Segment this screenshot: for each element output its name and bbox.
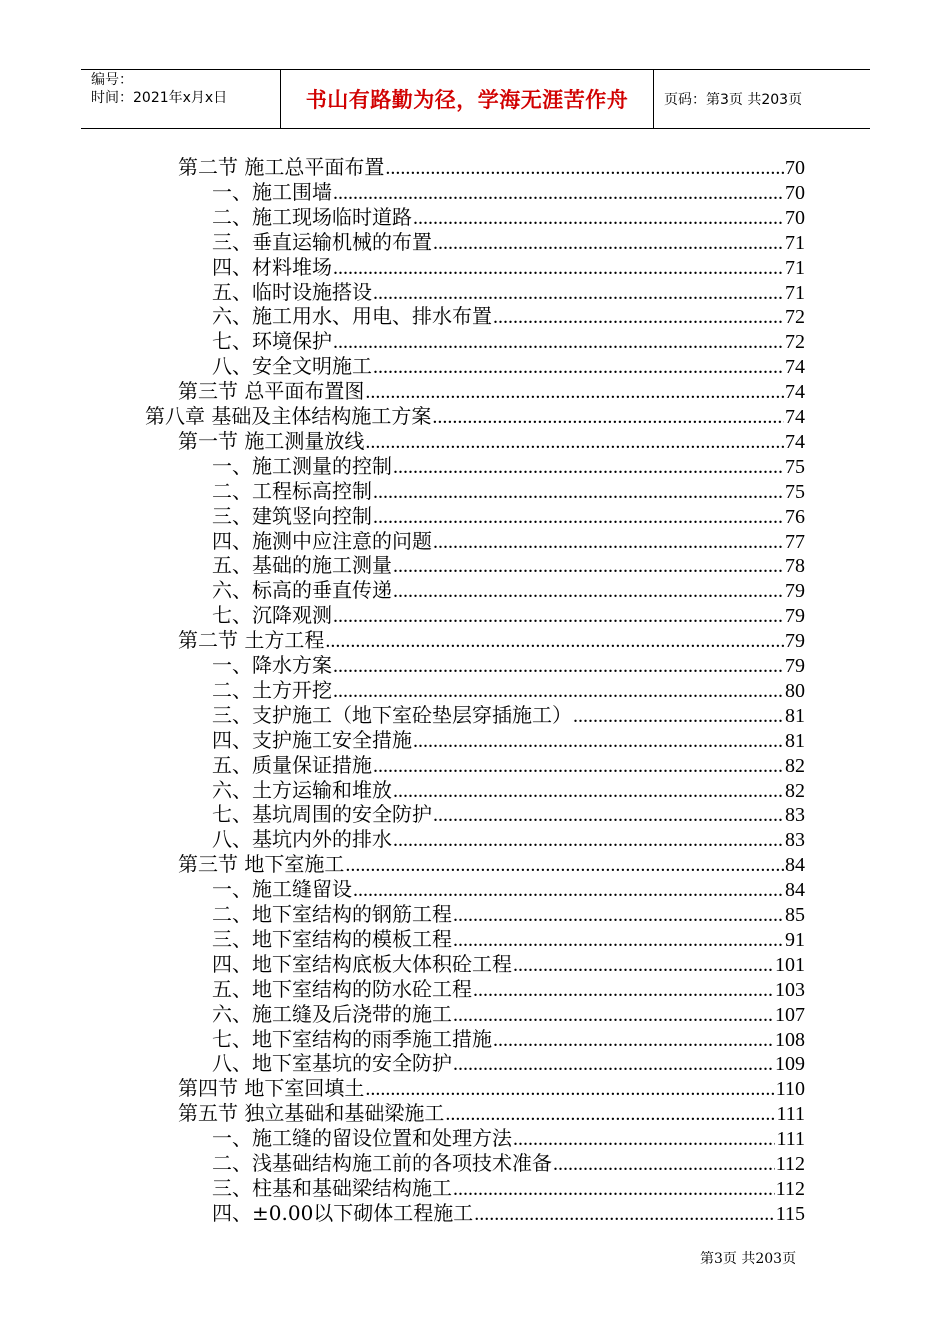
toc-dot-leader [445,1102,775,1127]
toc-entry-page: 74 [785,406,805,428]
toc-entry-title: 七、环境保护 [212,329,332,354]
header-page-cell [654,70,870,128]
toc-entry-title: 一、施工缝的留设位置和处理方法 [212,1126,512,1151]
page-footer: 第3页 共203页 [700,1251,797,1267]
toc-entry-page: 79 [785,605,805,628]
toc-entry-title: 三、支护施工（地下室砼垫层穿插施工） [212,702,572,727]
toc-entry[interactable] [212,653,805,678]
toc-entry[interactable] [212,180,805,205]
toc-dot-leader [433,530,784,555]
toc-dot-leader [333,679,784,704]
toc-dot-leader [333,330,784,355]
toc-dot-leader [373,480,784,505]
toc-entry-title: 一、降水方案 [212,653,332,677]
toc-entry[interactable] [178,1076,805,1101]
toc-entry-page: 79 [785,630,805,653]
toc-dot-leader [325,629,784,654]
toc-dot-leader [393,579,784,604]
toc-entry-page: 84 [785,854,805,877]
toc-entry-title: 七、地下室结构的雨季施工措施 [212,1026,492,1051]
toc-entry-page: 81 [785,704,805,727]
toc-entry[interactable] [212,753,805,778]
toc-entry-title: 四、±0.00以下砌体工程施工 [212,1200,474,1225]
toc-dot-leader [365,1077,774,1102]
toc-entry-title: 六、标高的垂直传递 [212,578,392,603]
toc-entry-page: 71 [785,256,805,279]
toc-dot-leader [333,654,784,679]
toc-entry[interactable] [212,479,805,504]
toc-entry[interactable] [212,603,805,628]
toc-entry-page: 112 [775,1153,805,1175]
toc-entry-page: 82 [785,779,805,802]
toc-entry-page: 79 [785,655,805,677]
toc-dot-leader [493,305,784,330]
toc-entry[interactable] [212,728,805,753]
toc-entry[interactable] [212,578,805,603]
header-motto-cell [281,70,654,128]
toc-entry[interactable] [212,255,805,280]
toc-entry[interactable] [178,852,805,877]
toc-entry-page: 112 [775,1177,805,1200]
toc-entry[interactable] [145,404,805,429]
toc-entry[interactable] [178,1101,805,1126]
toc-entry-page: 77 [785,530,805,553]
toc-entry[interactable] [212,802,805,827]
toc-entry[interactable] [212,952,805,977]
toc-dot-leader [373,281,784,306]
toc-entry-page: 70 [785,181,805,204]
toc-entry[interactable] [212,1027,805,1052]
toc-dot-leader [432,405,784,430]
toc-dot-leader [373,754,784,779]
toc-entry-title: 六、施工用水、用电、排水布置 [212,304,492,329]
toc-entry-title: 五、基础的施工测量 [212,553,392,578]
toc-entry-title: 第二节 施工总平面布置 [178,155,385,179]
toc-dot-leader [365,380,784,405]
toc-entry-page: 101 [775,953,805,976]
toc-dot-leader [333,181,784,206]
toc-entry[interactable] [212,354,805,379]
toc-dot-leader [433,231,784,256]
toc-entry[interactable] [212,553,805,578]
toc-entry[interactable] [212,529,805,554]
toc-entry[interactable] [212,280,805,305]
toc-entry[interactable] [178,628,805,653]
toc-dot-leader [373,505,784,530]
toc-dot-leader [453,1003,774,1028]
toc-entry[interactable] [212,1151,805,1176]
toc-entry[interactable] [212,678,805,703]
page-header [81,69,870,129]
toc-entry-title: 六、土方运输和堆放 [212,777,392,802]
toc-entry-title: 四、地下室结构底板大体积砼工程 [212,951,512,976]
toc-entry-page: 79 [785,580,805,603]
header-page-info: 页码：第3页 共203页 [664,92,803,108]
toc-entry-page: 81 [785,729,805,752]
toc-entry-title: 七、基坑周围的安全防护 [212,802,432,827]
toc-entry[interactable] [212,877,805,902]
toc-entry-page: 70 [785,157,805,179]
toc-entry-page: 78 [785,555,805,578]
toc-entry-title: 二、土方开挖 [212,677,332,702]
document-time: 时间：2021年x月x日 [91,90,228,106]
toc-entry[interactable] [212,205,805,230]
toc-entry-title: 第三节 地下室施工 [178,852,345,877]
toc-entry-page: 84 [785,879,805,902]
toc-entry-page: 75 [785,480,805,503]
toc-entry-page: 71 [785,231,805,254]
toc-entry-page: 110 [775,1078,805,1101]
toc-entry-page: 75 [785,455,805,478]
toc-entry-title: 二、地下室结构的钢筋工程 [212,902,452,926]
toc-entry-title: 一、施工缝留设 [212,877,352,902]
toc-entry[interactable] [212,304,805,329]
toc-entry[interactable] [212,1126,805,1151]
toc-entry-title: 第二节 土方工程 [178,628,325,653]
toc-entry-title: 二、浅基础结构施工前的各项技术准备 [212,1151,552,1175]
toc-entry[interactable] [212,454,805,479]
toc-entry-title: 八、地下室基坑的安全防护 [212,1051,452,1076]
toc-dot-leader [553,1152,775,1177]
toc-entry[interactable] [178,379,805,404]
toc-entry-page: 83 [785,804,805,827]
toc-entry-title: 五、质量保证措施 [212,752,372,777]
toc-entry-title: 五、地下室结构的防水砼工程 [212,976,472,1001]
toc-entry-page: 72 [785,331,805,354]
toc-entry-page: 71 [785,281,805,304]
toc-entry-page: 109 [775,1053,805,1076]
toc-dot-leader [493,1028,774,1053]
toc-entry-page: 85 [785,904,805,926]
header-motto: 书山有路勤为径，学海无涯苦作舟 [305,88,629,112]
toc-dot-leader [453,903,784,928]
toc-entry-page: 72 [785,306,805,329]
toc-entry[interactable] [212,329,805,354]
toc-entry[interactable] [212,703,805,728]
document-number-label: 编号： [91,72,133,88]
toc-entry[interactable] [212,927,805,952]
toc-entry-title: 二、工程标高控制 [212,478,372,503]
toc-entry-title: 三、垂直运输机械的布置 [212,229,432,254]
toc-entry[interactable] [212,1176,805,1201]
toc-dot-leader [393,455,784,480]
toc-dot-leader [474,1202,774,1227]
toc-entry-page: 74 [785,356,805,379]
toc-entry-title: 二、施工现场临时道路 [212,204,412,229]
toc-entry[interactable] [178,155,805,180]
toc-entry[interactable] [212,1002,805,1027]
toc-entry-title: 六、施工缝及后浇带的施工 [212,1001,452,1026]
toc-entry-title: 一、施工测量的控制 [212,453,392,478]
toc-entry[interactable] [178,429,805,454]
toc-entry-title: 四、材料堆场 [212,254,332,279]
toc-entry-title: 第四节 地下室回填土 [178,1076,365,1101]
toc-dot-leader [473,978,774,1003]
toc-entry-title: 七、沉降观测 [212,603,332,628]
toc-entry[interactable] [212,230,805,255]
toc-entry-title: 八、基坑内外的排水 [212,827,392,852]
toc-entry-page: 107 [775,1003,805,1026]
toc-entry[interactable] [212,504,805,529]
toc-entry-title: 第八章 基础及主体结构施工方案 [145,404,432,428]
toc-entry-page: 76 [785,505,805,528]
toc-entry-title: 八、安全文明施工 [212,354,372,379]
toc-dot-leader [413,206,784,231]
toc-entry[interactable] [212,1051,805,1076]
toc-dot-leader [453,1052,774,1077]
toc-entry-title: 第五节 独立基础和基础梁施工 [178,1101,445,1126]
toc-entry-page: 74 [785,430,805,453]
toc-dot-leader [385,156,784,181]
toc-entry-page: 74 [785,381,805,404]
toc-entry-title: 三、柱基和基础梁结构施工 [212,1175,452,1200]
toc-dot-leader [333,256,784,281]
toc-entry-page: 111 [776,1103,805,1126]
toc-entry-title: 三、地下室结构的模板工程 [212,926,452,951]
toc-dot-leader [513,1127,775,1152]
toc-dot-leader [453,928,784,953]
toc-entry-title: 四、支护施工安全措施 [212,727,412,752]
toc-entry-page: 108 [775,1028,805,1051]
toc-entry[interactable] [212,827,805,852]
toc-entry[interactable] [212,1201,805,1226]
toc-entry[interactable] [212,902,805,927]
toc-dot-leader [365,430,784,455]
toc-entry[interactable] [212,977,805,1002]
toc-entry-title: 三、建筑竖向控制 [212,503,372,528]
toc-dot-leader [393,554,784,579]
toc-entry-title: 四、施测中应注意的问题 [212,528,432,553]
toc-dot-leader [333,604,784,629]
toc-entry-page: 83 [785,829,805,852]
toc-entry-page: 80 [785,679,805,702]
toc-dot-leader [433,803,784,828]
toc-dot-leader [453,1177,775,1202]
toc-entry-page: 115 [775,1202,805,1225]
toc-entry-title: 第一节 施工测量放线 [178,428,365,453]
header-meta [81,70,281,128]
toc-entry-page: 82 [785,754,805,777]
toc-dot-leader [393,828,784,853]
toc-entry-page: 103 [775,978,805,1001]
toc-entry-title: 第三节 总平面布置图 [178,379,365,404]
toc-dot-leader [373,355,784,380]
toc-entry-title: 一、施工围墙 [212,179,332,204]
toc-entry-page: 111 [776,1128,805,1151]
toc-dot-leader [413,729,784,754]
toc-entry-page: 91 [785,928,805,951]
toc-entry-page: 70 [785,206,805,229]
toc-dot-leader [345,853,784,878]
toc-entry-title: 五、临时设施搭设 [212,279,372,304]
toc-dot-leader [393,779,784,804]
toc-entry[interactable] [212,778,805,803]
toc-dot-leader [353,878,784,903]
toc-dot-leader [513,953,774,978]
toc-dot-leader [573,704,784,729]
